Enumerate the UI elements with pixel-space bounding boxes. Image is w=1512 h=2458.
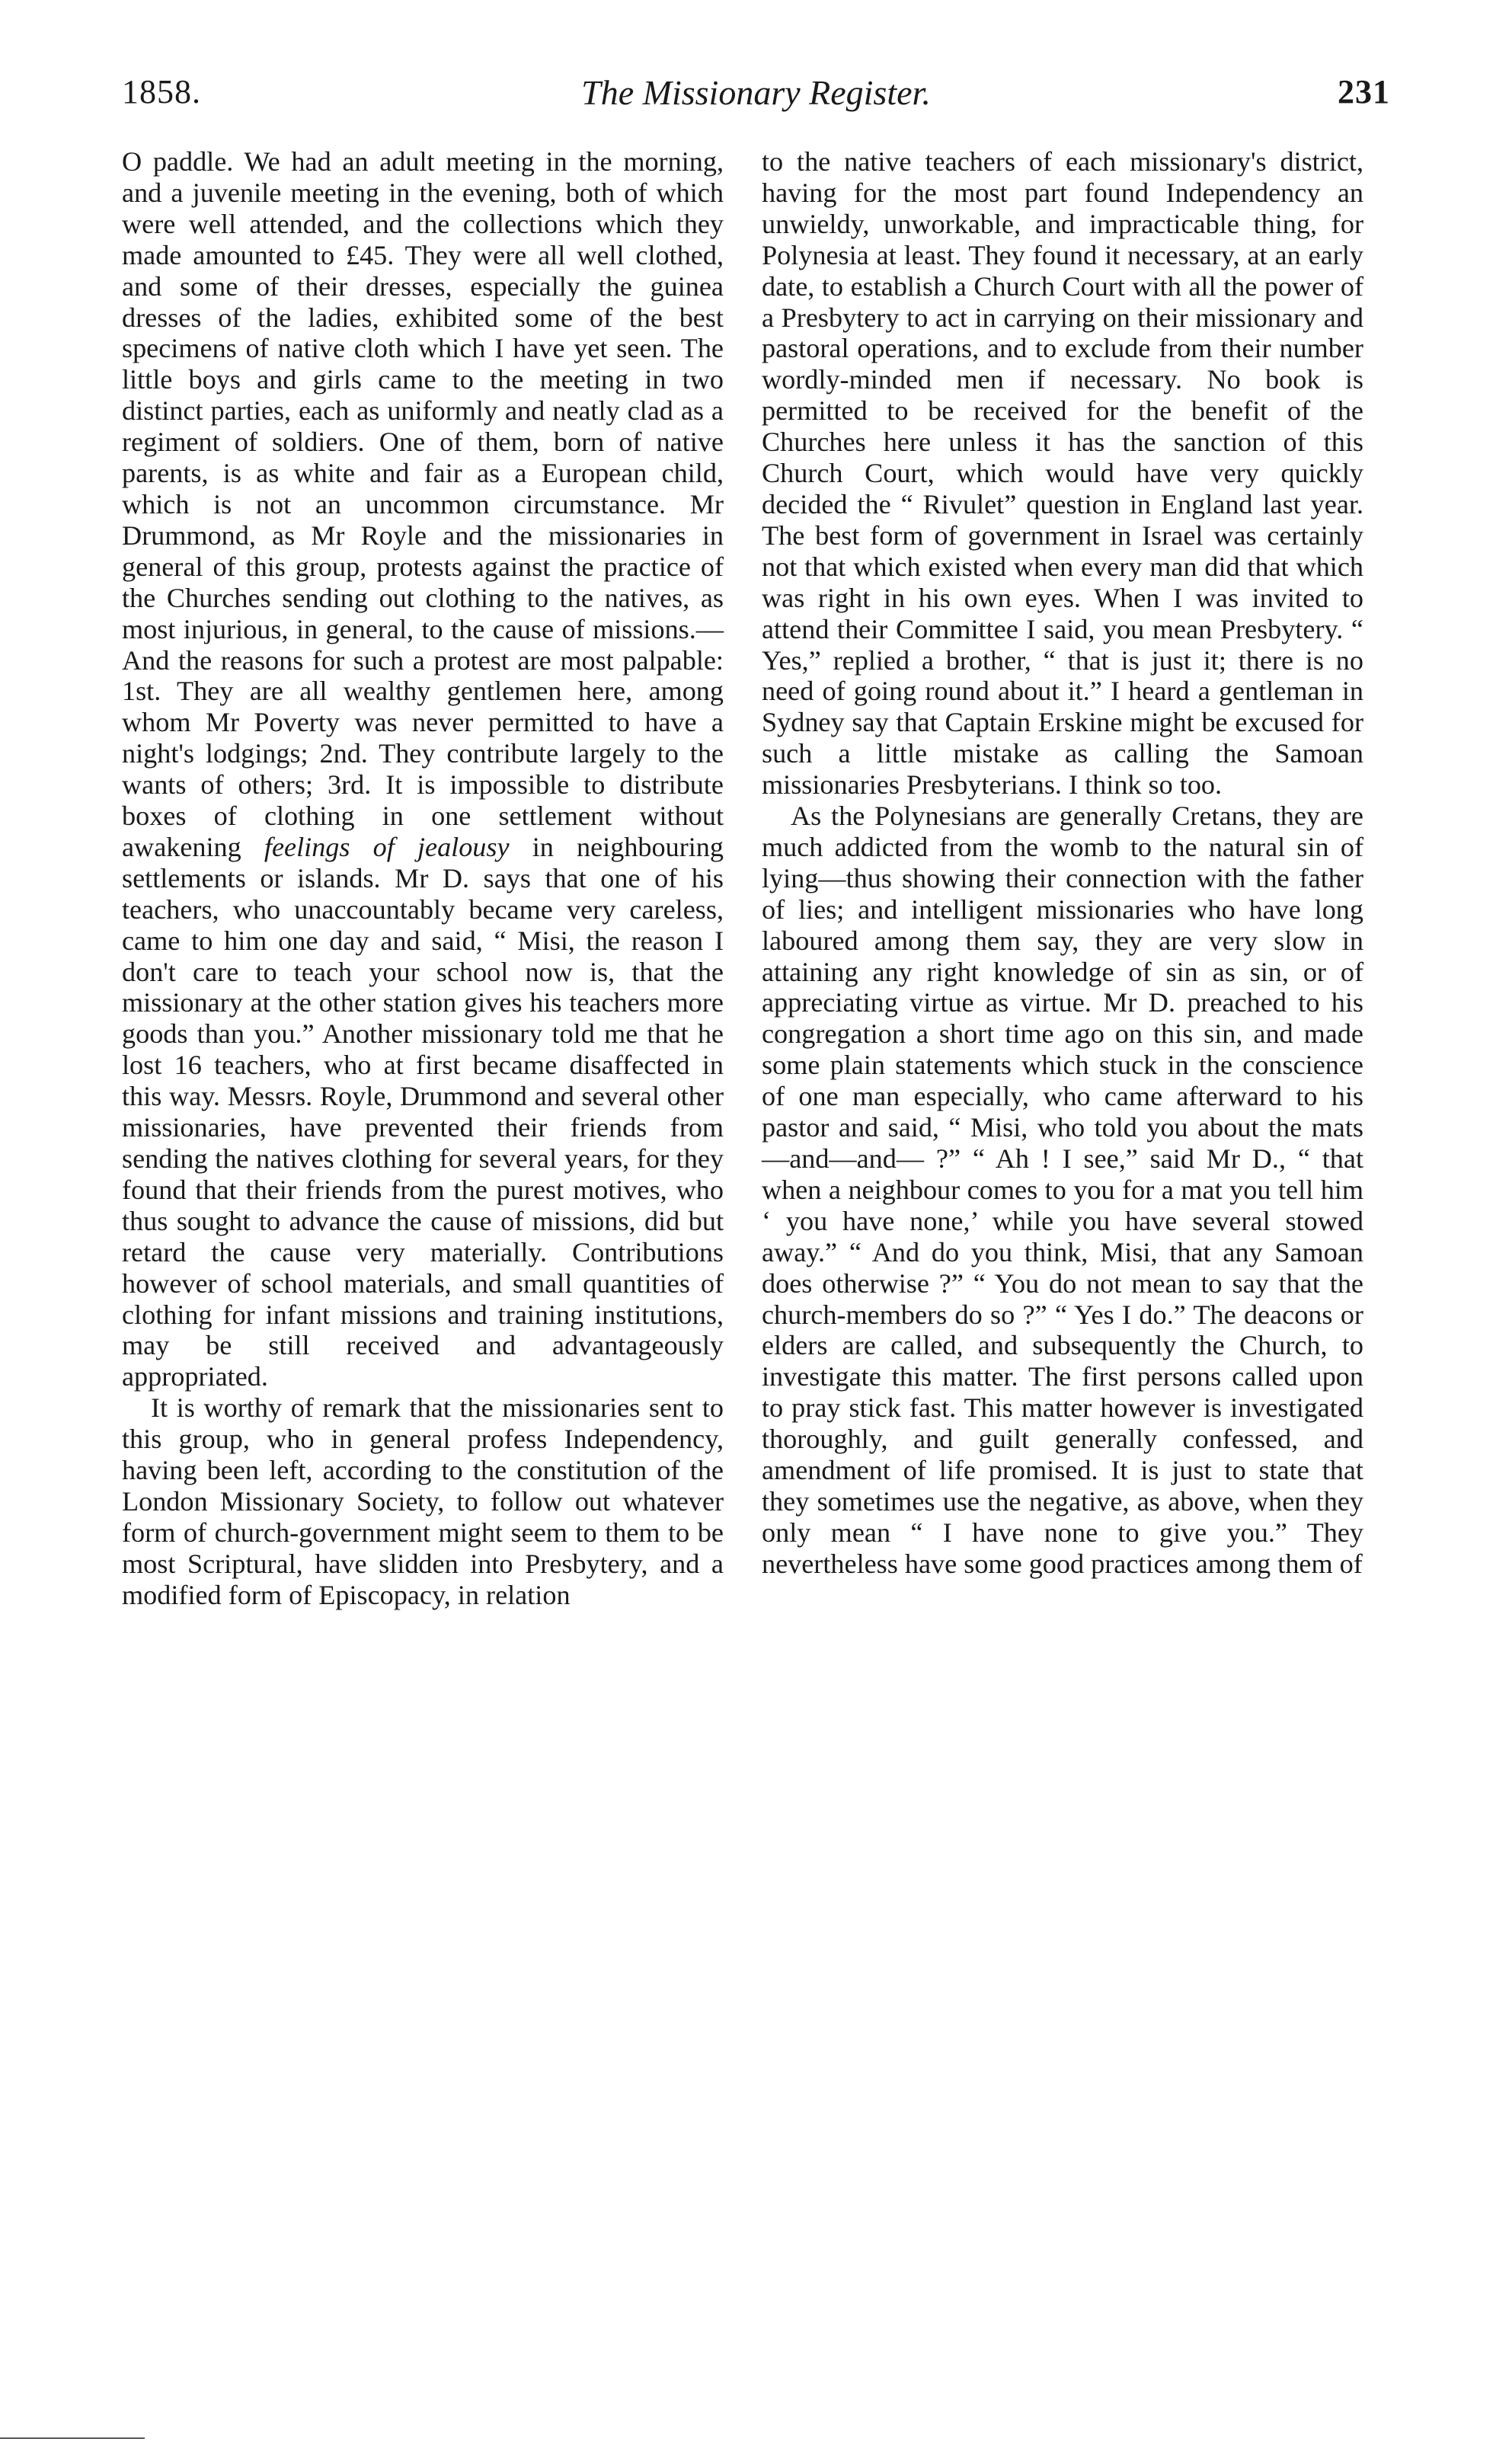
right-paragraph-1: to the native teachers of each missionary's district, having for the most part found Independency an unwieldy, unworkable, and impracticable thing, for Polynesia at least. They found it necessary, at an early date, to establish a Church Court with all the power of a Presbytery to act in carrying on their missionary and pastoral operations, and to exclude from their number wordly-minded men if necessary. No book is permitted to be received for the benefit of the Churches here unless it has the sanction of this Church Court, which would have very quickly decided the “ Rivulet” question in England last year. The best form of government in Israel was certainly not that which existed when every man did that which was right in his own eyes. When I was invited to attend their Committee I said, you mean Presbytery. “ Yes,” replied a brother, “ that is just it; there is no need of going round about it.” I heard a gentleman in Sydney say that Captain Erskine might be excused for such a little mistake as calling the Samoan missionaries Presbyterians. I think so too. [762, 146, 1363, 801]
header-year: 1858. [122, 73, 201, 110]
header-title: The Missionary Register. [581, 73, 931, 112]
bottom-rule [0, 2437, 145, 2439]
left-paragraph-1 [122, 146, 724, 1392]
header-page-number: 231 [1338, 73, 1390, 110]
running-head [122, 72, 1390, 126]
left-paragraph-2: It is worthy of remark that the missionaries sent to this group, who in general profess Independency, having been left, according to the constitution of the London Missionary Society, to follow out whatever form of church-government might seem to them to be most Scriptural, have slidden into Presbytery, and a modified form of Episcopacy, in relation [122, 1392, 724, 1610]
right-paragraph-2: As the Polynesians are generally Cretans, they are much addicted from the womb to the natural sin of lying—thus showing their connection with the father of lies; and intelligent missionaries who have long laboured among them say, they are very slow in attaining any right knowledge of sin as sin, or of appreciating virtue as virtue. Mr D. preached to his congregation a short time ago on this sin, and made some plain statements which stuck in the conscience of one man especially, who came afterward to his pastor and said, “ Misi, who told you about the mats—and—and— ?” “ Ah ! I see,” said Mr D., “ that when a neighbour comes to you for a mat you tell him ‘ you have none,’ while you have several stowed away.” “ And do you think, Misi, that any Samoan does otherwise ?” “ You do not mean to say that the church-members do so ?” “ Yes I do.” The deacons or elders are called, and subsequently the Church, to investigate this matter. The first persons called upon to pray stick fast. This matter however is investigated thoroughly, and guilt generally confessed, and amendment of life promised. It is just to state that they sometimes use the negative, as above, when they only mean “ I have none to give you.” They nevertheless have some good practices among them of [762, 801, 1363, 1579]
left-paragraph-1-end: in neighbouring settlements or islands. Mr D. says that one of his teachers, who unaccountably became very careless, came to him one day and said, “ Misi, the reason I don't care to teach your school now is, that the missionary at the other station gives his teachers more goods than you.” Another missionary told me that he lost 16 teachers, who at first became disaffected in this way. Messrs. Royle, Drummond and several other missionaries, have prevented their friends from sending the natives clothing for several years, for they found that their friends from the purest motives, who thus sought to advance the cause of missions, did but retard the cause very materially. Contributions however of school materials, and small quantities of clothing for infant missions and training institutions, may be still received and advantageously appropriated. [122, 831, 724, 1392]
left-paragraph-1-italic: feelings of jealousy [264, 831, 510, 862]
left-column [122, 146, 724, 1611]
left-paragraph-1-text: O paddle. We had an adult meeting in the morning, and a juvenile meeting in the evening, both of which were well attended, and the collections which they made amounted to £45. They were all well clothed, and some of their dresses, especially the guinea dresses of the ladies, exhibited some of the best specimens of native cloth which I have yet seen. The little boys and girls came to the meeting in two distinct parties, each as uniformly and neatly clad as a regiment of soldiers. One of them, born of native parents, is as white and fair as a European child, which is not an uncommon circumstance. Mr Drummond, as Mr Royle and the missionaries in general of this group, protests against the practice of the Churches sending out clothing to the natives, as most injurious, in general, to the cause of missions.— And the reasons for such a protest are most palpable: 1st. They are all wealthy gentlemen here, among whom Mr Poverty was never permitted to have a night's lodgings; 2nd. They contribute largely to the wants of others; 3rd. It is impossible to distribute boxes of clothing in one settlement without awakening [122, 146, 724, 862]
right-column [762, 146, 1363, 1580]
